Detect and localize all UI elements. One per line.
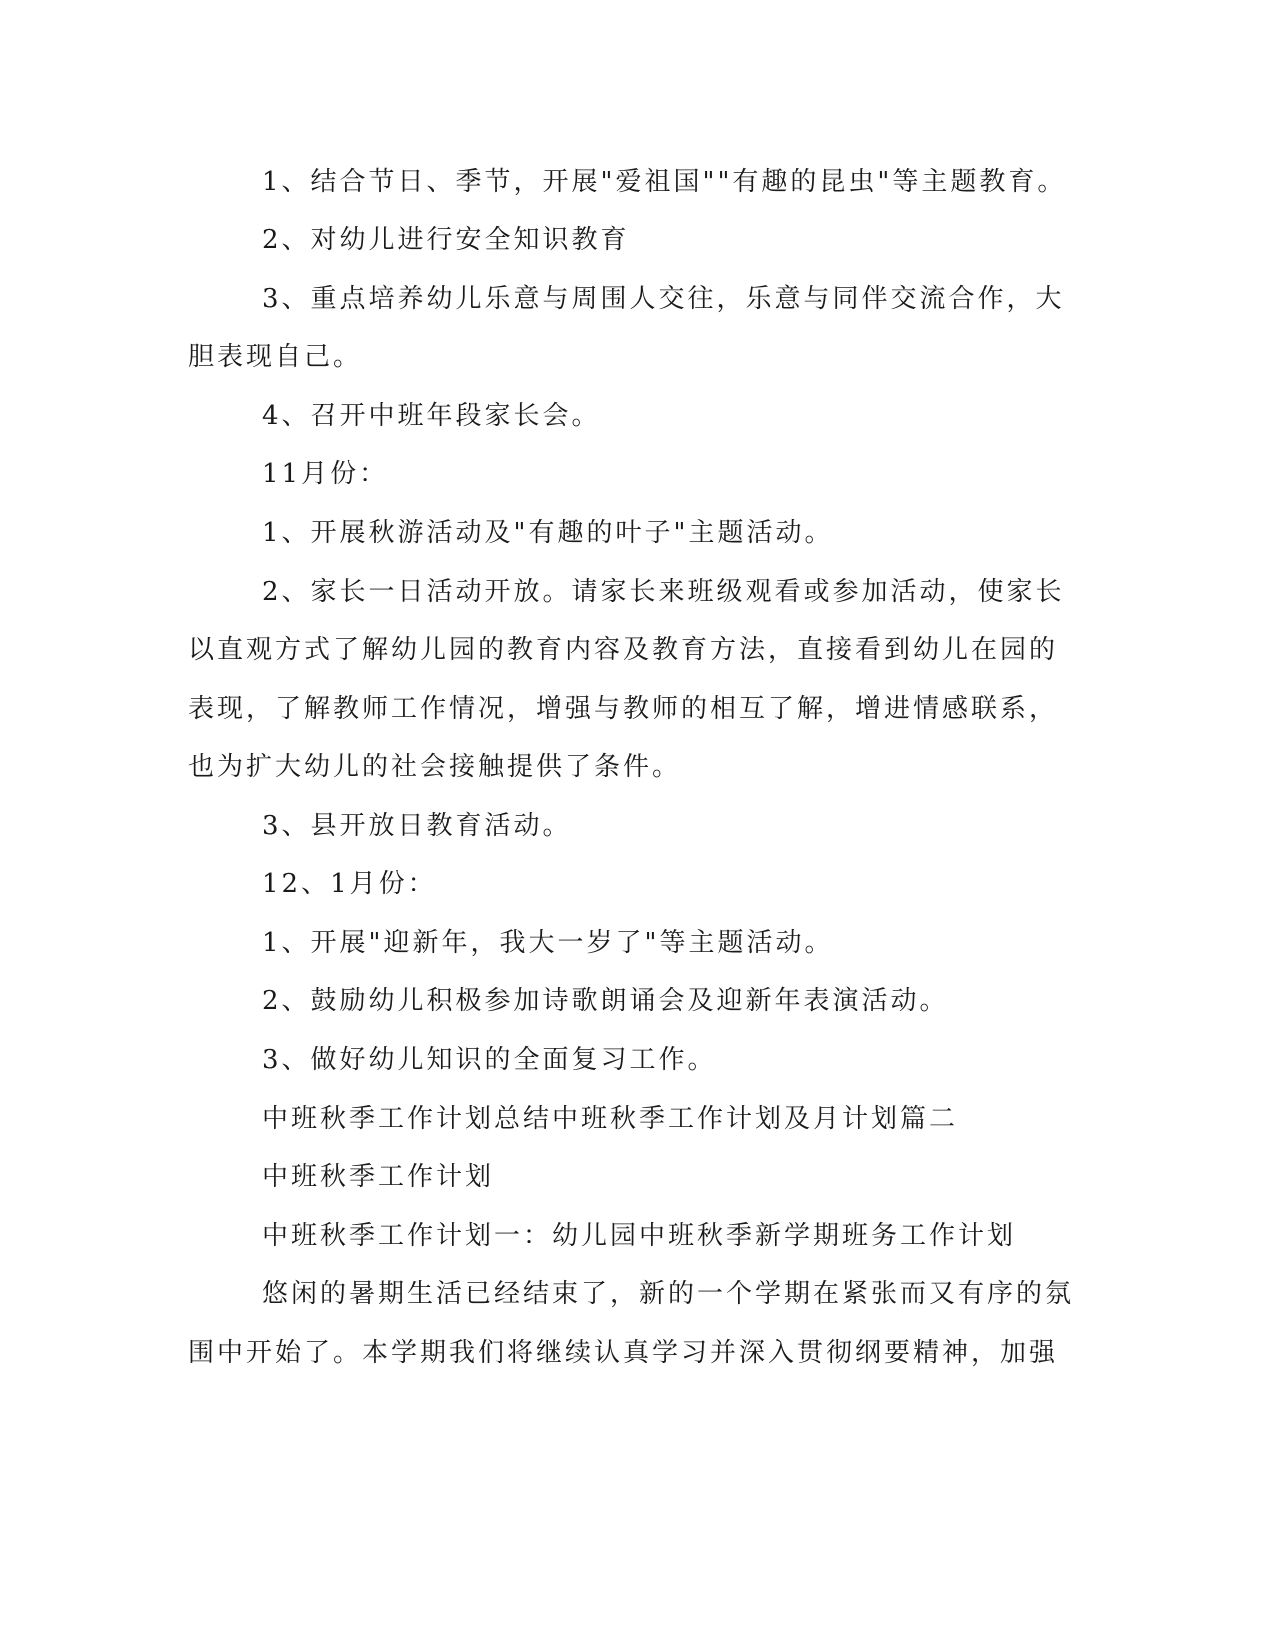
month-heading: 11月份： (262, 459, 389, 489)
paragraph-line: 胆表现自己。 (188, 342, 363, 372)
month-heading: 12、1月份： (262, 869, 437, 899)
paragraph-line: 1、开展"迎新年，我大一岁了"等主题活动。 (262, 928, 834, 958)
paragraph-line: 1、结合节日、季节，开展"爱祖国""有趣的昆虫"等主题教育。 (262, 167, 1067, 197)
section-heading: 中班秋季工作计划总结中班秋季工作计划及月计划篇二 (262, 1104, 959, 1134)
paragraph-line: 2、对幼儿进行安全知识教育 (262, 225, 630, 255)
paragraph-line: 3、重点培养幼儿乐意与周围人交往，乐意与同伴交流合作，大 (262, 284, 1065, 314)
paragraph-line: 以直观方式了解幼儿园的教育内容及教育方法，直接看到幼儿在园的 (188, 635, 1059, 665)
paragraph-line: 也为扩大幼儿的社会接触提供了条件。 (188, 752, 682, 782)
paragraph-line: 3、做好幼儿知识的全面复习工作。 (262, 1045, 717, 1075)
paragraph-line: 2、家长一日活动开放。请家长来班级观看或参加活动，使家长 (262, 577, 1065, 607)
paragraph-line: 1、开展秋游活动及"有趣的叶子"主题活动。 (262, 518, 834, 548)
paragraph-line: 2、鼓励幼儿积极参加诗歌朗诵会及迎新年表演活动。 (262, 986, 949, 1016)
paragraph-line: 悠闲的暑期生活已经结束了，新的一个学期在紧张而又有序的氛 (262, 1279, 1075, 1309)
section-heading: 中班秋季工作计划一：幼儿园中班秋季新学期班务工作计划 (262, 1221, 1017, 1251)
paragraph-line: 表现，了解教师工作情况，增强与教师的相互了解，增进情感联系， (188, 694, 1059, 724)
paragraph-line: 4、召开中班年段家长会。 (262, 401, 601, 431)
paragraph-line: 围中开始了。本学期我们将继续认真学习并深入贯彻纲要精神，加强 (188, 1338, 1059, 1368)
paragraph-line: 3、县开放日教育活动。 (262, 811, 572, 841)
section-heading: 中班秋季工作计划 (262, 1162, 495, 1192)
